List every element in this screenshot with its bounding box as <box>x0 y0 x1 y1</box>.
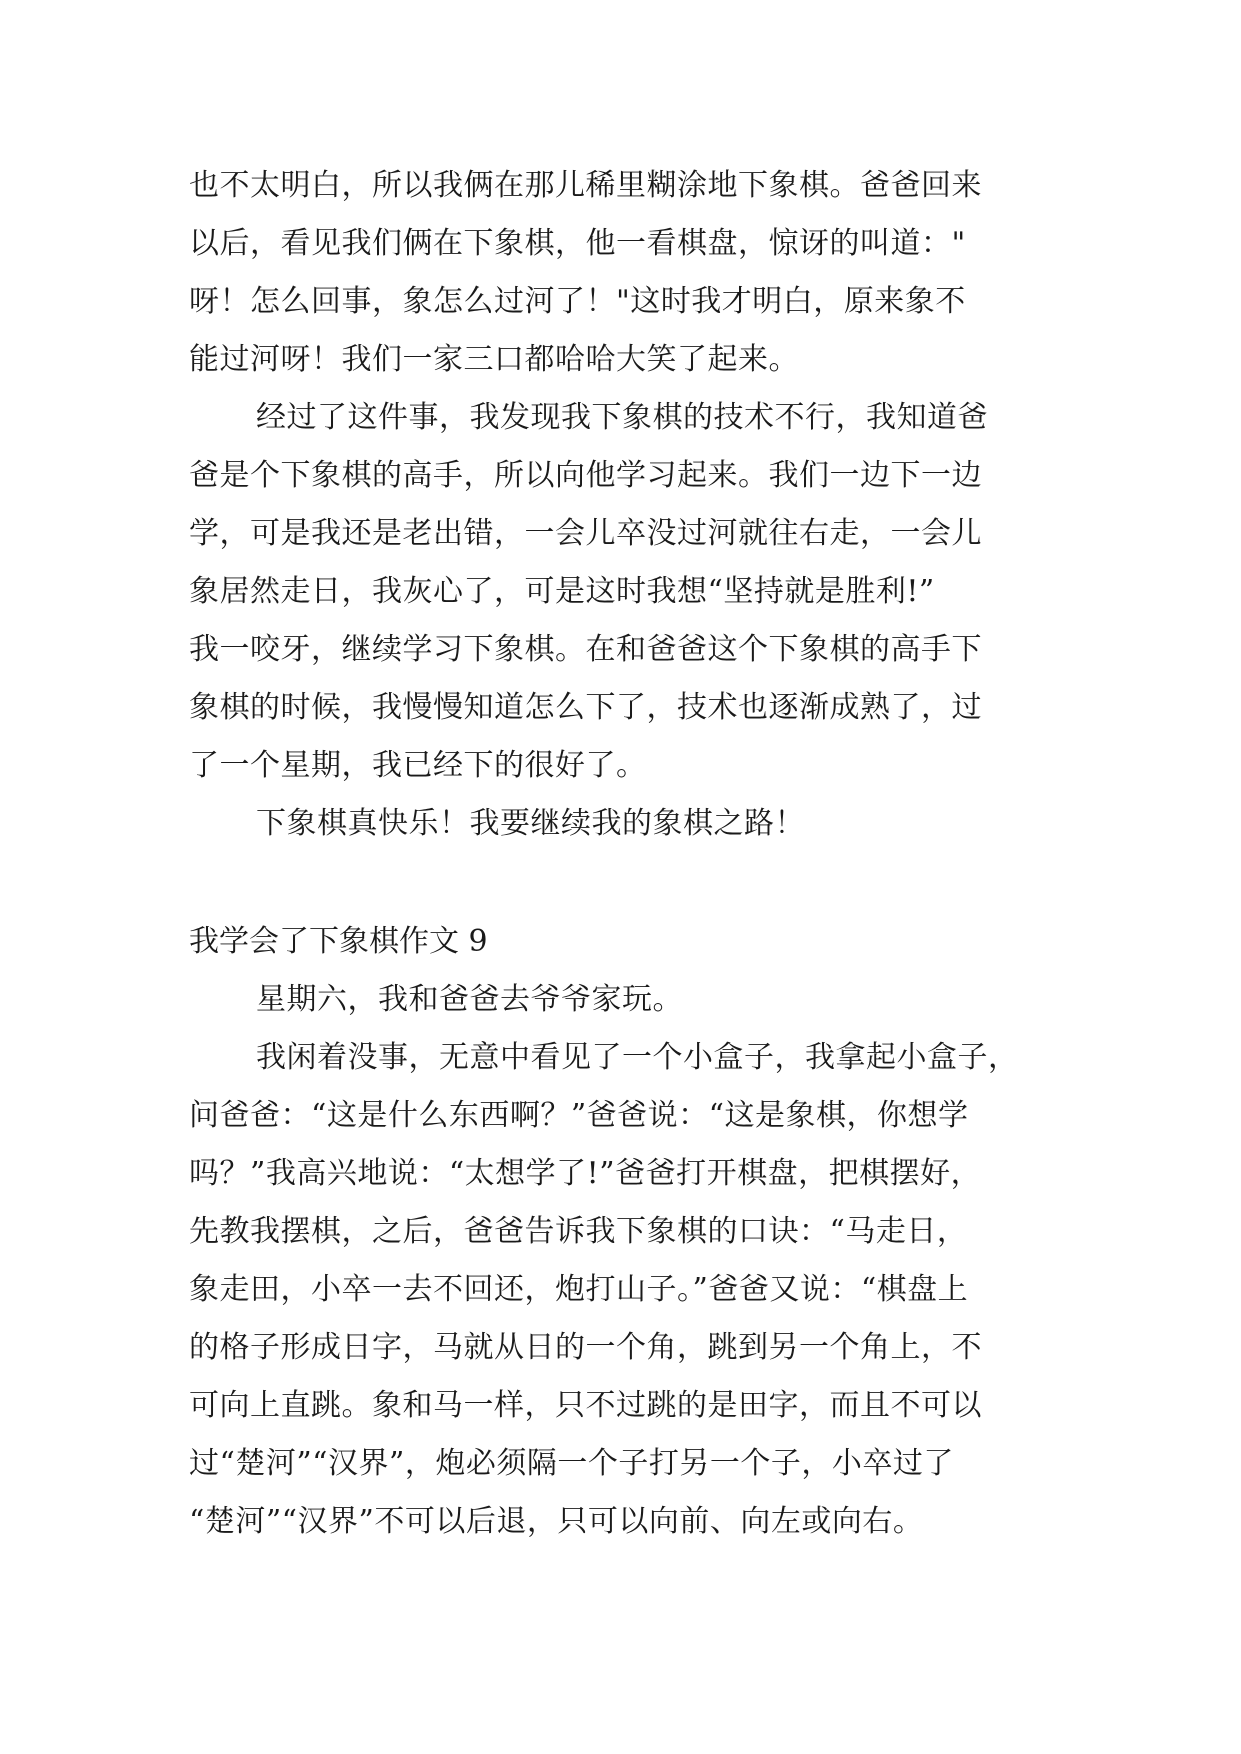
paragraph-line: 象居然走日，我灰心了，可是这时我想“坚持就是胜利!” <box>189 574 935 609</box>
paragraph-line: 星期六，我和爸爸去爷爷家玩。 <box>256 982 683 1017</box>
paragraph-line: 下象棋真快乐！我要继续我的象棋之路！ <box>256 806 805 841</box>
paragraph-line: 爸是个下象棋的高手，所以向他学习起来。我们一边下一边 <box>189 458 982 493</box>
paragraph-line: 了一个星期，我已经下的很好了。 <box>189 748 647 783</box>
paragraph-line: 我一咬牙，继续学习下象棋。在和爸爸这个下象棋的高手下 <box>189 632 982 667</box>
paragraph-line: 可向上直跳。象和马一样，只不过跳的是田字，而且不可以 <box>189 1388 982 1423</box>
paragraph-line: 过“楚河”“汉界”，炮必须隔一个子打另一个子，小卒过了 <box>189 1446 954 1481</box>
paragraph-line: 经过了这件事，我发现我下象棋的技术不行，我知道爸 <box>256 400 988 435</box>
paragraph-line: 学，可是我还是老出错，一会儿卒没过河就往右走，一会儿 <box>189 516 982 551</box>
paragraph-line: 象棋的时候，我慢慢知道怎么下了，技术也逐渐成熟了，过 <box>189 690 982 725</box>
paragraph-line: 也不太明白，所以我俩在那儿稀里糊涂地下象棋。爸爸回来 <box>189 168 982 203</box>
section-heading: 我学会了下象棋作文 9 <box>189 924 488 959</box>
paragraph-line: “楚河”“汉界”不可以后退，只可以向前、向左或向右。 <box>189 1504 924 1539</box>
paragraph-line: 的格子形成日字，马就从日的一个角，跳到另一个角上，不 <box>189 1330 982 1365</box>
paragraph-line: 问爸爸：“这是什么东西啊？”爸爸说：“这是象棋，你想学 <box>189 1098 969 1133</box>
paragraph-line: 象走田，小卒一去不回还，炮打山子。”爸爸又说：“棋盘上 <box>189 1272 969 1307</box>
paragraph-line: 先教我摆棋，之后，爸爸告诉我下象棋的口诀：“马走日， <box>189 1214 968 1249</box>
paragraph-line: 能过河呀！我们一家三口都哈哈大笑了起来。 <box>189 342 799 377</box>
paragraph-line: 吗？”我高兴地说：“太想学了!”爸爸打开棋盘，把棋摆好， <box>189 1156 982 1191</box>
paragraph-line: 呀！怎么回事，象怎么过河了！"这时我才明白，原来象不 <box>189 284 966 319</box>
paragraph-line: 我闲着没事，无意中看见了一个小盒子，我拿起小盒子， <box>256 1040 1019 1075</box>
paragraph-line: 以后，看见我们俩在下象棋，他一看棋盘，惊讶的叫道：" <box>189 226 966 261</box>
